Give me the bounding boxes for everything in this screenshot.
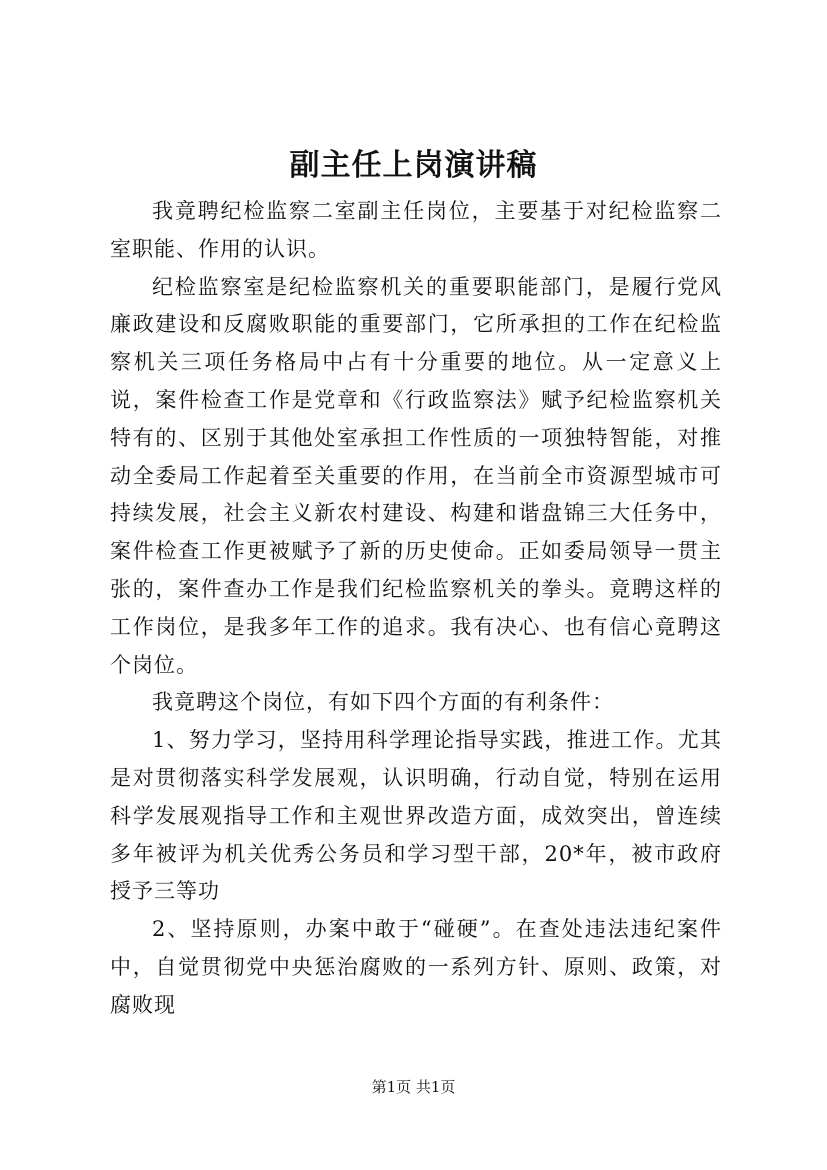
paragraph: 1、努力学习，坚持用科学理论指导实践，推进工作。尤其是对贯彻落实科学发展观，认识明确，行动自觉，特别在运用科学发展观指导工作和主观世界改造方面，成效突出，曾连续多年被评为机关优秀公务员和学习型干部，20*年，被市政府授予三等功 — [110, 728, 722, 904]
paragraph: 纪检监察室是纪检监察机关的重要职能部门，是履行党风廉政建设和反腐败职能的重要部门，它所承担的工作在纪检监察机关三项任务格局中占有十分重要的地位。从一定意义上说，案件检查工作是党章和《行政监察法》赋予纪检监察机关特有的、区别于其他处室承担工作性质的一项独特智能，对推动全委局工作起着至关重要的作用，在当前全市资源型城市可持续发展，社会主义新农村建设、构建和谐盘锦三大任务中，案件检查工作更被赋予了新的历史使命。正如委局领导一贯主张的，案件查办工作是我们纪检监察机关的拳头。竟聘这样的工作岗位，是我多年工作的追求。我有决心、也有信心竟聘这个岗位。 — [110, 274, 722, 677]
document-title: 副主任上岗演讲稿 — [289, 148, 538, 183]
paragraph: 我竟聘这个岗位，有如下四个方面的有利条件： — [152, 690, 614, 715]
paragraph: 2、坚持原则，办案中敢于“碰硬”。在查处违法违纪案件中，自觉贯彻党中央惩治腐败的一系列方针、原则、政策，对腐败现 — [110, 917, 722, 1017]
paragraph: 我竟聘纪检监察二室副主任岗位，主要基于对纪检监察二室职能、作用的认识。 — [110, 199, 722, 261]
page-footer: 第1页 共1页 — [371, 1078, 456, 1096]
document-body — [110, 193, 722, 1025]
